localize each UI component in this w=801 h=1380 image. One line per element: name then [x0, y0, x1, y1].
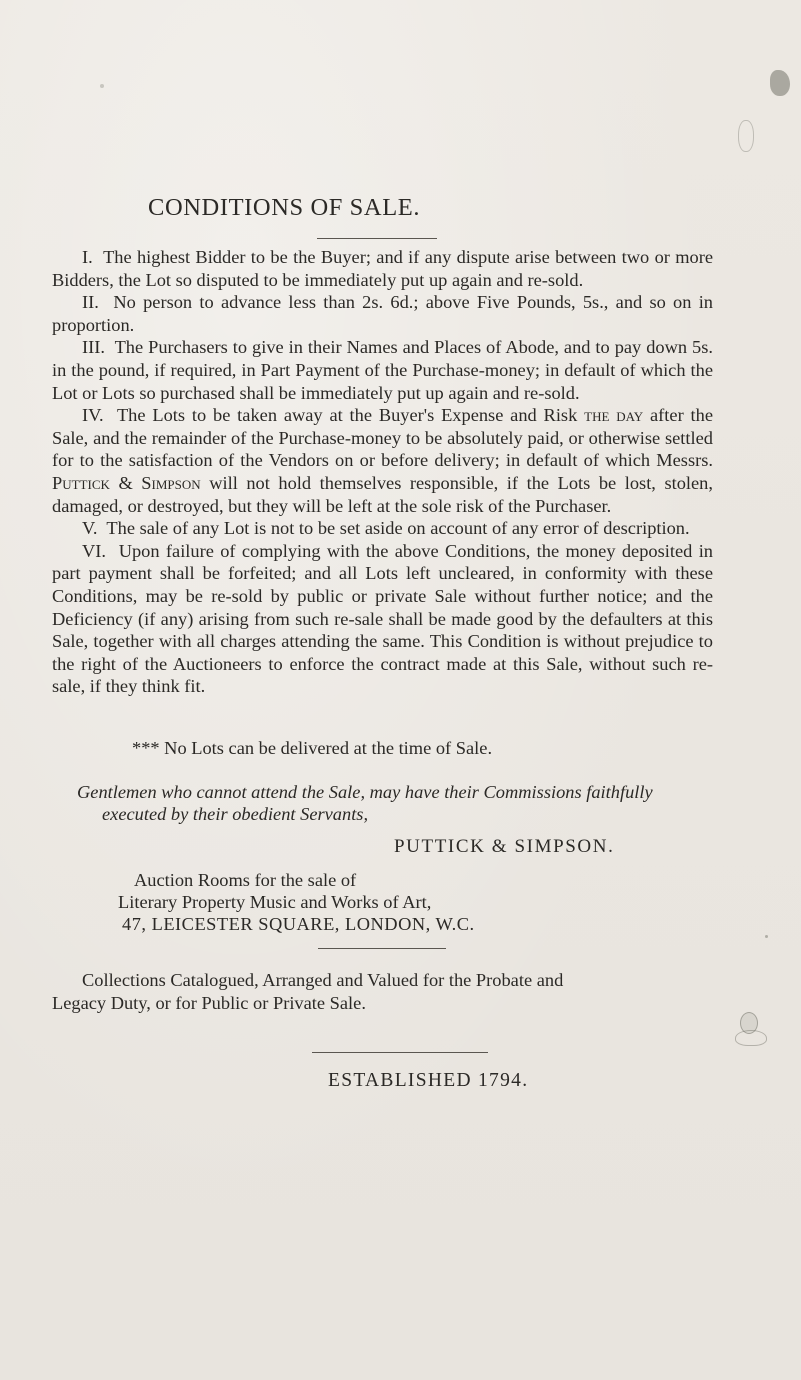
address-line: 47, LEICESTER SQUARE, LONDON, W.C.	[122, 914, 475, 934]
condition-text: &	[118, 472, 133, 493]
firm-name: PUTTICK & SIMPSON.	[394, 836, 615, 857]
auctioneer-name: Simpson	[141, 472, 201, 493]
section-divider	[318, 948, 446, 949]
paper-speck	[765, 935, 768, 938]
address-line: Auction Rooms for the sale of	[134, 870, 357, 890]
condition-numeral: I.	[82, 247, 93, 267]
condition-smallcaps: the day	[584, 405, 644, 426]
bleed-through-mark	[738, 120, 754, 152]
page-title: CONDITIONS OF SALE.	[148, 194, 421, 221]
address-line: Literary Property Music and Works of Art,	[118, 892, 432, 912]
condition-text: The Lots to be taken away at the Buyer's Expense and Risk	[116, 405, 578, 426]
collections-line: Collections Catalogued, Arranged and Valued for the Probate and	[82, 970, 564, 990]
condition-text: The sale of any Lot is not to be set aside on account of any error of description.	[106, 518, 690, 539]
condition-text: after the Sale, and the remainder of the Purchase-money to be absolutely paid, or otherwise settled for to the satisfaction of the Vendors on or before delivery; in default of which Messrs.	[52, 405, 713, 471]
condition-numeral: V.	[82, 518, 98, 539]
condition-text: No person to advance less than 2s. 6d.; above Five Pounds, 5s., and so on in proportion.	[52, 292, 714, 335]
auctioneer-name: Puttick	[52, 472, 110, 493]
condition-item	[52, 291, 713, 336]
bleed-through-mark	[735, 1030, 767, 1046]
auction-rooms-address	[118, 869, 738, 935]
condition-numeral: III.	[82, 337, 105, 358]
commission-note	[52, 781, 712, 825]
condition-item	[52, 540, 713, 698]
condition-item	[52, 246, 713, 291]
paper-speck	[100, 84, 104, 88]
bleed-through-mark	[770, 70, 790, 96]
condition-numeral: VI.	[82, 540, 107, 561]
commission-line: Gentlemen who cannot attend the Sale, may have their Commissions faithfully	[77, 782, 653, 802]
condition-numeral: IV.	[82, 405, 104, 426]
collections-note	[52, 969, 713, 1015]
section-divider	[312, 1052, 488, 1053]
delivery-notice: *** No Lots can be delivered at the time of Sale.	[132, 738, 493, 758]
title-divider	[317, 238, 437, 239]
condition-text: Upon failure of complying with the above Conditions, the money deposited in part payment shall be forfeited; and all Lots left uncleared, in conformity with these Conditions, may be re-sold by public or private Sale without further notice; and the Deficiency (if any) arising from such re-sale shall be made good by the defaulters at this Sale, together with all charges attending the same. This Condition is without prejudice to the right of the Auctioneers to enforce the contract made at this Sale, without such re-sale, if they think fit.	[52, 540, 713, 697]
condition-item	[52, 404, 713, 517]
condition-text: will not hold themselves responsible, if the Lots be lost, stolen, damaged, or destroyed, but they will be left at the sole risk of the Purchaser.	[52, 472, 713, 516]
condition-item	[52, 336, 713, 404]
established-year: ESTABLISHED 1794.	[328, 1070, 529, 1091]
conditions-list	[52, 246, 713, 698]
collections-line: Legacy Duty, or for Public or Private Sale.	[52, 993, 366, 1013]
commission-line: executed by their obedient Servants,	[102, 804, 369, 824]
condition-numeral: II.	[82, 292, 99, 313]
condition-item	[52, 517, 713, 540]
condition-text: The Purchasers to give in their Names and Places of Abode, and to pay down 5s. in the pound, if required, in Part Payment of the Purchase-money; in default of which the Lot or Lots so purchased shall be immediately put up again and re-sold.	[52, 337, 713, 403]
condition-text: The highest Bidder to be the Buyer; and if any dispute arise between two or more Bidders, the Lot so disputed to be immediately put up again and re-sold.	[52, 247, 714, 290]
